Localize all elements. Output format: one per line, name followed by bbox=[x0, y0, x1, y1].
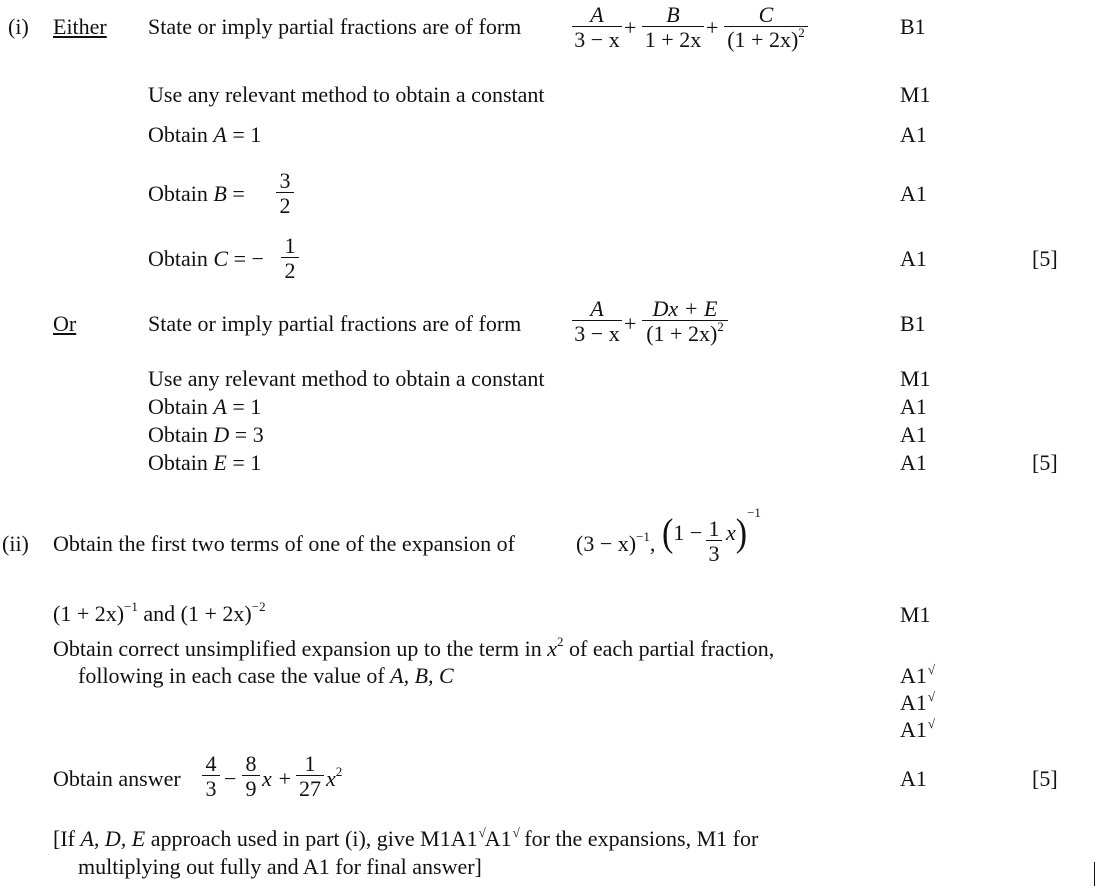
part-ii-label: (ii) bbox=[2, 531, 29, 556]
third-frac: $\frac{1}{3}$ bbox=[706, 518, 722, 565]
constant-text: Use any relevant method to obtain a constant bbox=[148, 82, 545, 107]
obtain-answer-text: Obtain answer bbox=[53, 766, 181, 791]
mark-a1-follow: A1√ bbox=[900, 662, 936, 688]
mark-a1: A1 bbox=[900, 766, 927, 791]
obtain-a-line: Obtain A = 1 bbox=[148, 394, 262, 419]
either-frac-b: $\frac{B}{1 + 2x}$ bbox=[642, 4, 704, 51]
first-terms-text: Obtain the first two terms of one of the expansion of bbox=[53, 531, 515, 556]
expr-one-minus-third: (1 − bbox=[662, 512, 703, 555]
mark-a1-follow: A1√ bbox=[900, 716, 936, 742]
mark-a1: A1 bbox=[900, 394, 927, 419]
plus-sign: + bbox=[624, 15, 637, 40]
mark-a1: A1 bbox=[900, 246, 927, 271]
answer-frac-8-9: $\frac{8}{9}$ bbox=[242, 753, 260, 800]
constant-text: Use any relevant method to obtain a constant bbox=[148, 366, 545, 391]
obtain-a-line: Obtain A = 1 bbox=[148, 122, 262, 147]
either-label: Either bbox=[53, 14, 107, 39]
part-i-label: (i) bbox=[8, 14, 29, 39]
or-label: Or bbox=[53, 311, 77, 336]
expr-1-plus-2x-line: $(1 + 2x)^{-1}$ and $(1 + 2x)^{-2}$ bbox=[53, 599, 266, 626]
obtain-b-line: Obtain B = bbox=[148, 181, 245, 206]
mark-b1: B1 bbox=[900, 14, 926, 39]
unsimplified-line-2: following in each case the value of A, B, C bbox=[78, 663, 454, 688]
mark-m1: M1 bbox=[900, 602, 931, 627]
x-squared: $x^2$ bbox=[326, 764, 343, 791]
mark-a1: A1 bbox=[900, 450, 927, 475]
mark-a1: A1 bbox=[900, 122, 927, 147]
either-form-text: State or imply partial fractions are of form bbox=[148, 14, 522, 39]
mark-a1-follow: A1√ bbox=[900, 689, 936, 715]
either-frac-a: $\frac{A}{3 - x}$ bbox=[572, 4, 622, 51]
either-frac-c: $\frac{C}{(1 + 2x)^2}$ bbox=[724, 4, 808, 51]
mark-a1: A1 bbox=[900, 422, 927, 447]
expr-3-minus-x: $(3 - x)^{-1}$, bbox=[576, 529, 656, 556]
minus-sign: − bbox=[224, 766, 237, 791]
or-frac-de: $\frac{Dx + E}{(1 + 2x)^2}$ bbox=[642, 298, 728, 345]
answer-frac-4-3: $\frac{4}{3}$ bbox=[202, 753, 220, 800]
part-ii-total: [5] bbox=[1032, 766, 1058, 791]
or-total: [5] bbox=[1032, 450, 1058, 475]
or-frac-a: $\frac{A}{3 - x}$ bbox=[572, 298, 622, 345]
expr-x-close: x)$^{-1}$ bbox=[726, 505, 761, 555]
note-line-1: [If A, D, E approach used in part (i), give M1A1√A1√ for the expansions, M1 for bbox=[53, 825, 759, 851]
x-plus: x + bbox=[262, 766, 293, 791]
mark-b1: B1 bbox=[900, 311, 926, 336]
answer-frac-1-27: $\frac{1}{27}$ bbox=[296, 753, 324, 800]
mark-a1: A1 bbox=[900, 181, 927, 206]
plus-sign: + bbox=[706, 15, 719, 40]
mark-m1: M1 bbox=[900, 366, 931, 391]
note-line-2: multiplying out fully and A1 for final answer] bbox=[78, 854, 482, 879]
c-value-frac: $\frac{1}{2}$ bbox=[281, 235, 299, 282]
either-total: [5] bbox=[1032, 246, 1058, 271]
unsimplified-line-1: Obtain correct unsimplified expansion up to the term in $x^2$ of each partial fraction, bbox=[53, 634, 775, 661]
obtain-d-line: Obtain D = 3 bbox=[148, 422, 264, 447]
plus-sign: + bbox=[624, 311, 637, 336]
b-value-frac: $\frac{3}{2}$ bbox=[276, 170, 294, 217]
text-cursor bbox=[1094, 862, 1095, 886]
mark-m1: M1 bbox=[900, 82, 931, 107]
or-form-text: State or imply partial fractions are of form bbox=[148, 311, 522, 336]
obtain-c-line: Obtain C = − bbox=[148, 246, 264, 271]
obtain-e-line: Obtain E = 1 bbox=[148, 450, 262, 475]
